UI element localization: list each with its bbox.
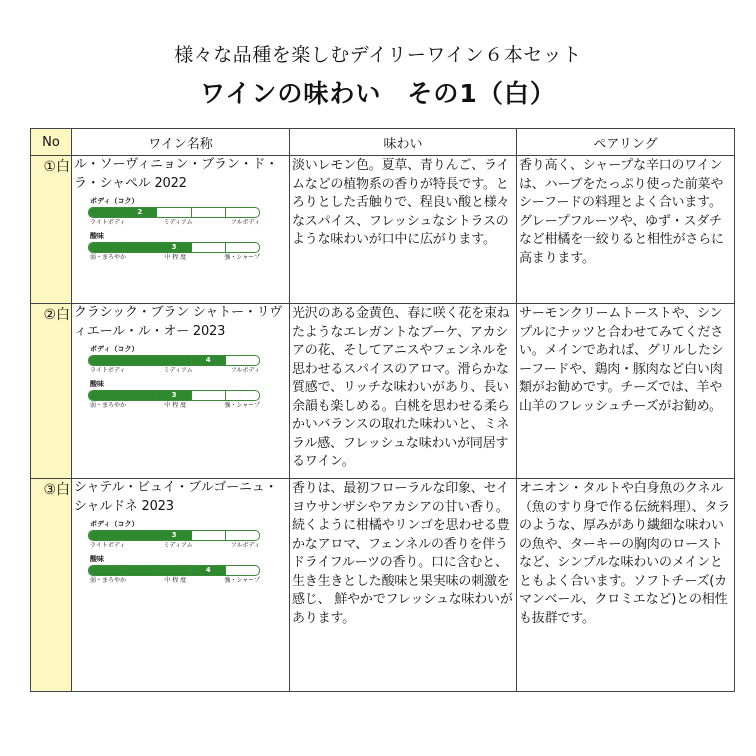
body-scale-label: ボディ（コク） bbox=[90, 345, 139, 353]
scale-tick: 中 程 度 bbox=[164, 577, 187, 584]
acid-scale-label: 酸味 bbox=[90, 232, 104, 240]
wine-name: ル・ソーヴィニョン・ブラン・ド・ラ・シャペル 2022 bbox=[74, 157, 279, 191]
scale-segment bbox=[192, 566, 226, 575]
acid-scale-bar bbox=[88, 565, 260, 576]
scale-tick: ミディアム bbox=[163, 367, 193, 374]
table-header-row bbox=[31, 129, 735, 156]
scale-segment bbox=[157, 356, 191, 365]
scale-value: 4 bbox=[205, 356, 211, 364]
table-row bbox=[31, 479, 735, 692]
scale-segment bbox=[226, 208, 259, 217]
scale-segment bbox=[192, 356, 226, 365]
cell-taste: 淡いレモン色。夏草、青りんご、ライムなどの植物系の香りが特長です。とろりとした舌触りで、程良い酸と様々なスパイス、フレッシュなシトラスのような味わいが口中に広がります。 bbox=[290, 156, 517, 304]
cell-pairing: サーモンクリームトーストや、シンプルにナッツと合わせてみてください。メインであれば、グリルしたシーフードや、鶏肉・豚肉など白い肉類がお勧めです。チーズでは、羊や山羊のフレッシュチーズがお勧め。 bbox=[517, 304, 735, 479]
scale-segment bbox=[157, 391, 191, 400]
cell-wine-name bbox=[72, 479, 290, 692]
acid-scale-label: 酸味 bbox=[90, 555, 104, 563]
acid-scale-bar bbox=[88, 390, 260, 401]
scale-tick: 強・シャープ bbox=[224, 402, 260, 409]
cell-no: ②白 bbox=[31, 304, 72, 479]
cell-no: ①白 bbox=[31, 156, 72, 304]
scale-tick: フルボディ bbox=[230, 367, 260, 374]
scale-segment bbox=[157, 566, 191, 575]
scale-value: 3 bbox=[171, 243, 177, 251]
scale-segment bbox=[157, 243, 191, 252]
scale-segment bbox=[226, 243, 259, 252]
scale-tick: 弱・まろやか bbox=[90, 577, 127, 584]
scale-segment bbox=[89, 208, 123, 217]
body-scale-label: ボディ（コク） bbox=[90, 520, 139, 528]
scale-segment bbox=[192, 243, 226, 252]
col-header-pairing: ペアリング bbox=[517, 129, 735, 156]
cell-wine-name bbox=[72, 156, 290, 304]
scale-tick: 強・シャープ bbox=[224, 254, 260, 261]
scale-segment bbox=[123, 243, 157, 252]
body-scale-bar bbox=[88, 207, 260, 218]
scale-segment bbox=[123, 566, 157, 575]
acid-scale-ticks bbox=[90, 577, 260, 585]
scale-segment bbox=[157, 531, 191, 540]
scale-segment bbox=[89, 566, 123, 575]
cell-taste: 光沢のある金黄色、春に咲く花を束ねたようなエレガントなブーケ、アカシアの花、そしてアニスやフェンネルを思わせるスパイスのアロマ。滑らかな質感で、リッチな味わいがあり、長い余韻も楽しめる。白桃を思わせる柔らかいバランスの取れた味わいと、ミネラル感、フレッシュな味わいが同居するワイン。 bbox=[290, 304, 517, 479]
body-scale-ticks bbox=[90, 219, 260, 227]
col-header-no: No bbox=[31, 129, 72, 156]
scale-tick: 強・シャープ bbox=[224, 577, 260, 584]
cell-no: ③白 bbox=[31, 479, 72, 692]
acid-scale-label: 酸味 bbox=[90, 380, 104, 388]
acid-scale-bar bbox=[88, 242, 260, 253]
acid-scale-ticks bbox=[90, 402, 260, 410]
body-scale-ticks bbox=[90, 367, 260, 375]
scale-segment bbox=[226, 356, 259, 365]
scale-segment bbox=[123, 356, 157, 365]
taste-scale bbox=[88, 345, 260, 410]
scale-segment bbox=[89, 243, 123, 252]
wine-name: クラシック・ブラン シャトー・リヴィエール・ル・オー 2023 bbox=[74, 305, 283, 339]
scale-value: 3 bbox=[171, 531, 177, 539]
scale-value: 3 bbox=[171, 391, 177, 399]
scale-segment bbox=[192, 208, 226, 217]
scale-segment bbox=[123, 208, 157, 217]
scale-tick: ミディアム bbox=[163, 542, 193, 549]
scale-segment bbox=[226, 391, 259, 400]
scale-tick: フルボディ bbox=[230, 542, 260, 549]
scale-value: 4 bbox=[205, 566, 211, 574]
scale-tick: フルボディ bbox=[230, 219, 260, 226]
body-scale-label: ボディ（コク） bbox=[90, 197, 139, 205]
table-row bbox=[31, 156, 735, 304]
scale-tick: ライトボディ bbox=[90, 367, 126, 374]
scale-tick: 弱・まろやか bbox=[90, 254, 127, 261]
scale-segment bbox=[89, 356, 123, 365]
page-subtitle: 様々な品種を楽しむデイリーワイン６本セット bbox=[174, 44, 582, 66]
col-header-name: ワイン名称 bbox=[72, 129, 290, 156]
body-scale-bar bbox=[88, 530, 260, 541]
table-row bbox=[31, 304, 735, 479]
taste-scale bbox=[88, 197, 260, 262]
scale-segment bbox=[192, 531, 226, 540]
scale-tick: 中 程 度 bbox=[164, 402, 187, 409]
scale-segment bbox=[89, 391, 123, 400]
cell-taste: 香りは、最初フローラルな印象、セイヨウサンザシやアカシアの甘い香り。続くように柑橘やリンゴを思わせる豊かなアロマ、フェンネルの香りを伴うドライフルーツの香り。口に含むと、生き生きとした酸味と果実味の刺激を感じ、 鮮やかでフレッシュな味わいがあります。 bbox=[290, 479, 517, 692]
scale-segment bbox=[226, 566, 259, 575]
scale-segment bbox=[89, 531, 123, 540]
scale-tick: ライトボディ bbox=[90, 219, 126, 226]
scale-tick: 弱・まろやか bbox=[90, 402, 127, 409]
scale-tick: ミディアム bbox=[163, 219, 193, 226]
scale-segment bbox=[157, 208, 191, 217]
cell-pairing: オニオン・タルトや白身魚のクネル（魚のすり身で作る伝統料理）、タラのような、厚みがあり繊細な味わいの魚や、ターキーの胸肉のローストなど、シンプルな味わいのメインとともよく合います。ソフトチーズ(カマンベール、クロミエなど)との相性も抜群です。 bbox=[517, 479, 735, 692]
body-scale-bar bbox=[88, 355, 260, 366]
wine-name: シャテル・ビュイ・ブルゴーニュ・シャルドネ 2023 bbox=[74, 480, 278, 514]
cell-pairing: 香り高く、シャープな辛口のワインは、ハーブをたっぷり使った前菜やシーフードの料理とよく合います。グレープフルーツや、ゆず・スダチなど柑橘を一絞りると相性がさらに高まります。 bbox=[517, 156, 735, 304]
scale-tick: 中 程 度 bbox=[164, 254, 187, 261]
col-header-taste: 味わい bbox=[290, 129, 517, 156]
wine-table bbox=[30, 128, 735, 692]
scale-segment bbox=[123, 391, 157, 400]
cell-wine-name bbox=[72, 304, 290, 479]
taste-scale bbox=[88, 520, 260, 585]
scale-value: 2 bbox=[137, 208, 143, 216]
acid-scale-ticks bbox=[90, 254, 260, 262]
scale-segment bbox=[192, 391, 226, 400]
body-scale-ticks bbox=[90, 542, 260, 550]
scale-segment bbox=[226, 531, 259, 540]
scale-segment bbox=[123, 531, 157, 540]
scale-tick: ライトボディ bbox=[90, 542, 126, 549]
page-title: ワインの味わい その1（白） bbox=[200, 79, 556, 108]
